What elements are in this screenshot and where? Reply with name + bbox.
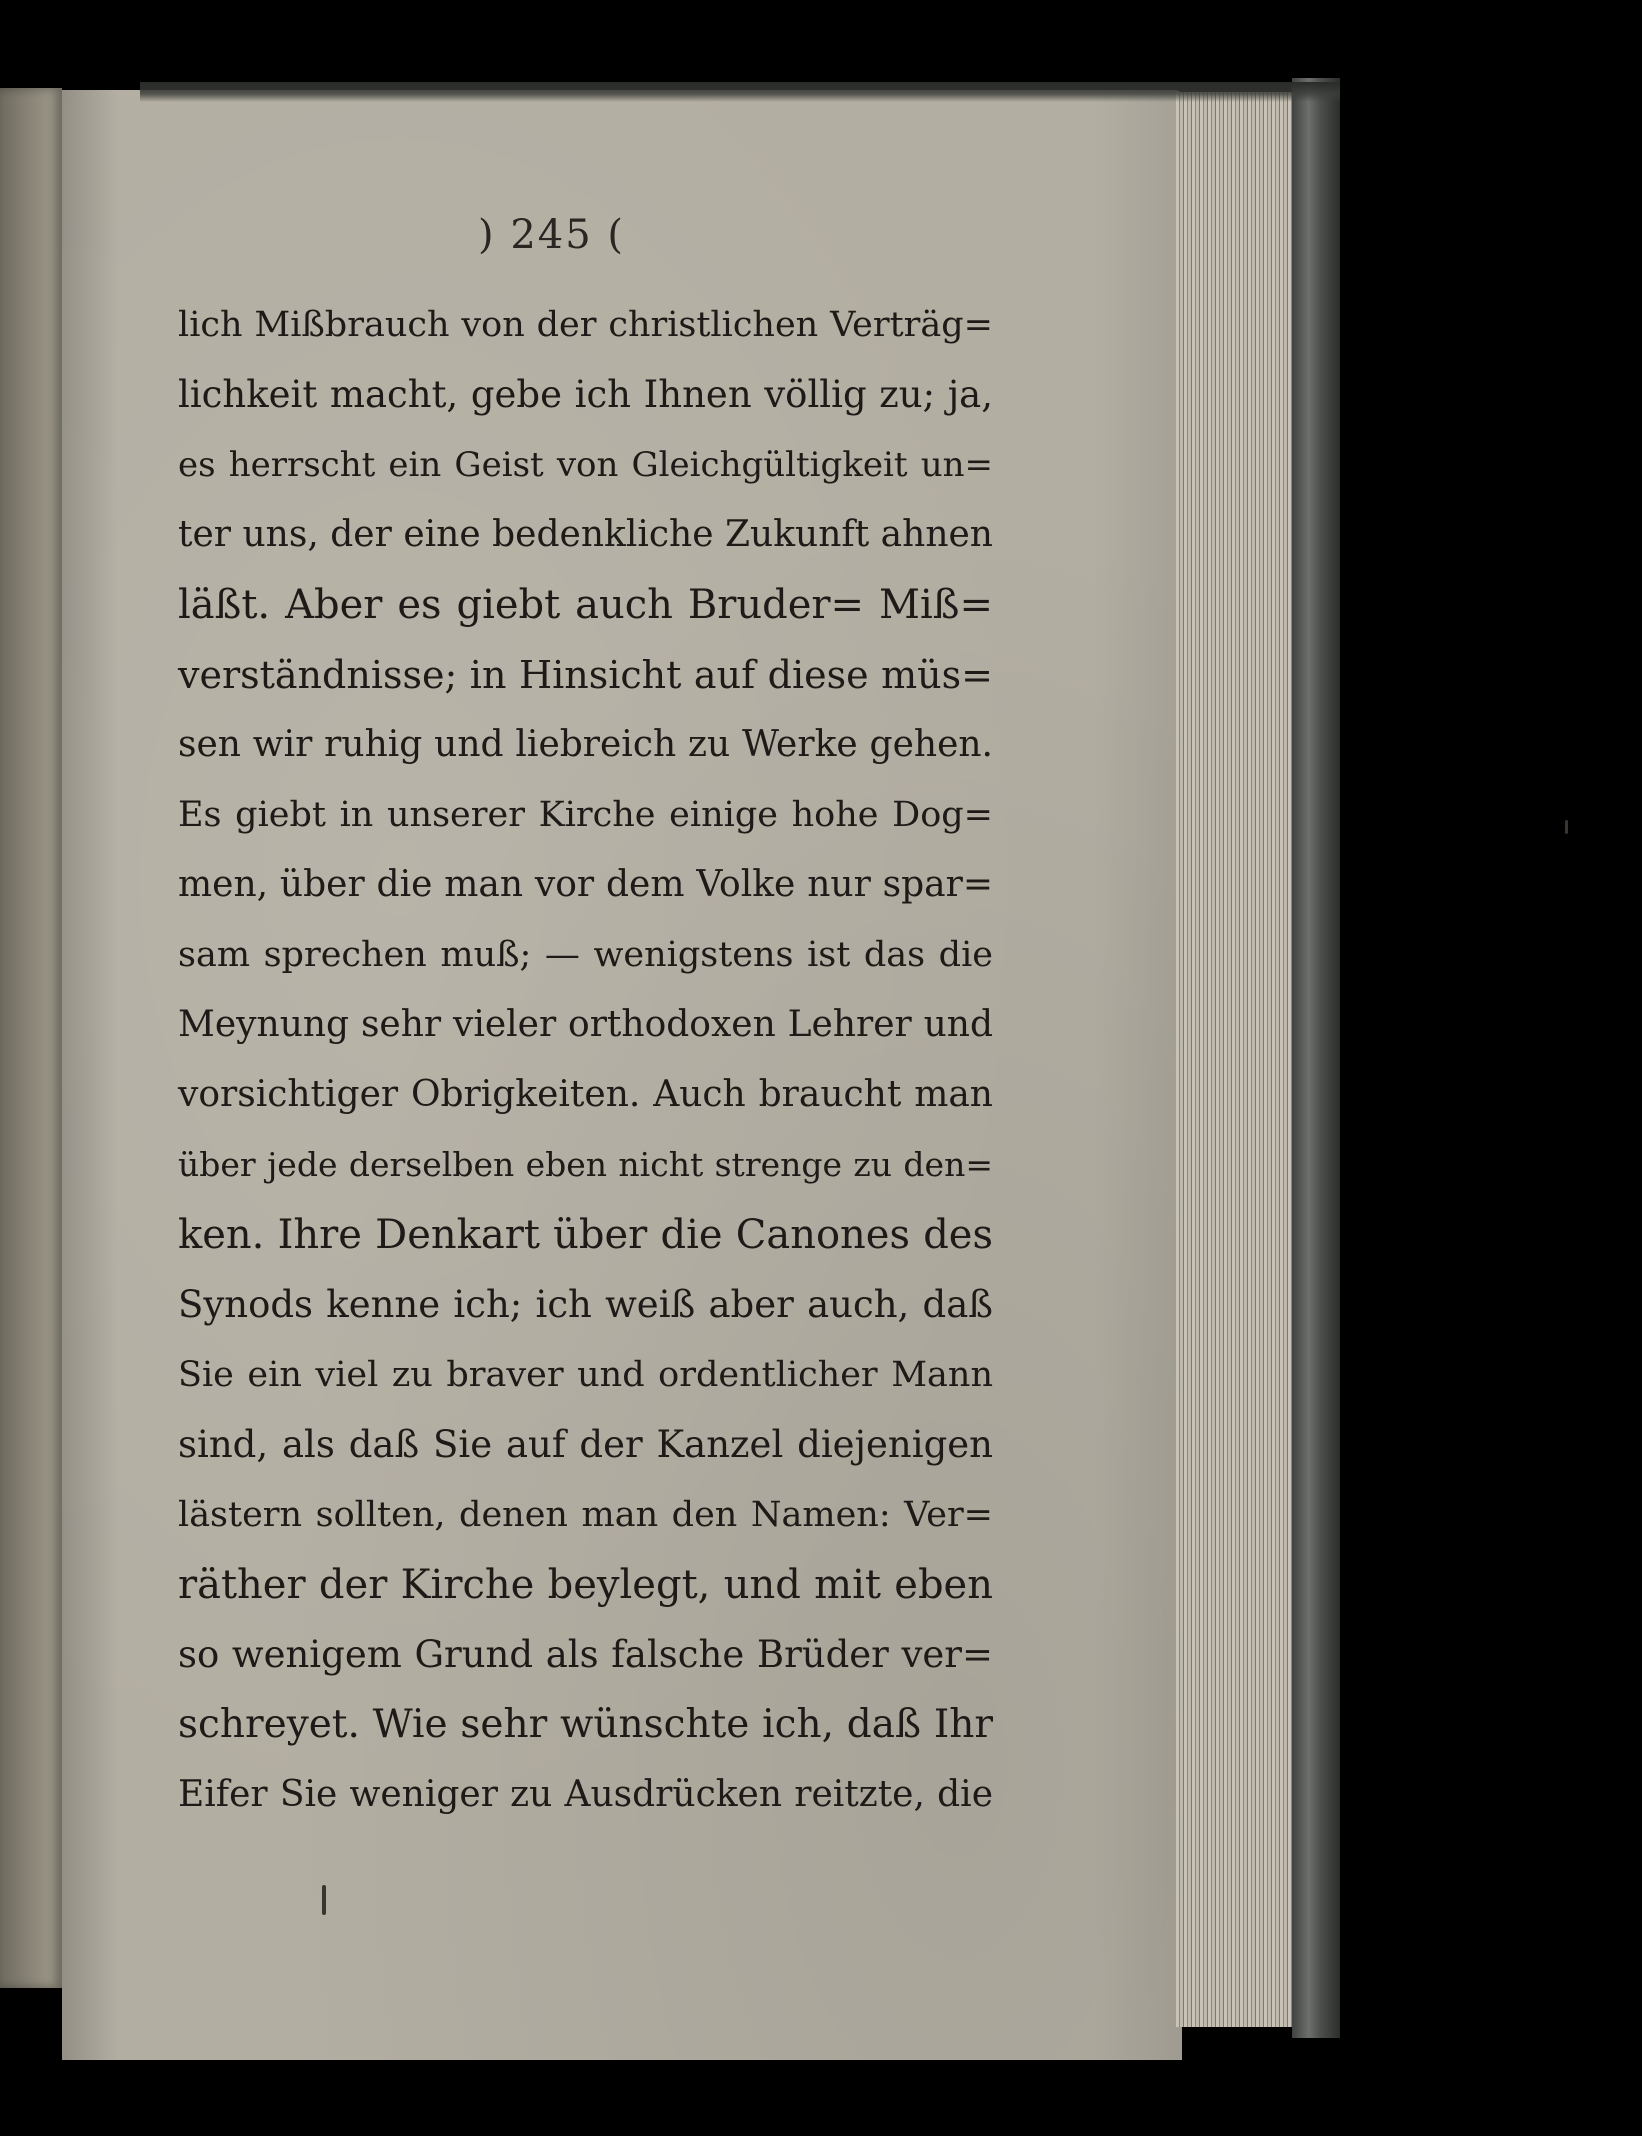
text-line: Eifer Sie weniger zu Ausdrücken reitzte, die [178, 1774, 993, 1815]
text-line: sen wir ruhig und liebreich zu Werke gehen. [178, 724, 993, 765]
text-line: sam sprechen muß; — wenigstens ist das die [178, 935, 993, 975]
text-line: sind, als daß Sie auf der Kanzel diejenigen [178, 1423, 993, 1466]
text-line: Sie ein viel zu braver und ordentlicher Mann [178, 1355, 993, 1395]
text-line: Es giebt in unserer Kirche einige hohe Dog= [178, 795, 993, 835]
text-line: ter uns, der eine bedenkliche Zukunft ahnen [178, 514, 993, 555]
text-line: men, über die man vor dem Volke nur spar= [178, 864, 993, 905]
book-cover-edge [1292, 78, 1340, 2038]
paper-speck [322, 1885, 326, 1915]
text-line: Synods kenne ich; ich weiß aber auch, daß [178, 1283, 993, 1326]
text-line: es herrscht ein Geist von Gleichgültigkeit un= [178, 445, 993, 485]
text-line: verständnisse; in Hinsicht auf diese müs= [178, 653, 993, 697]
stacked-page-edges [1176, 92, 1296, 2027]
background-speck [1565, 820, 1568, 834]
text-line: so wenigem Grund als falsche Brüder ver= [178, 1633, 993, 1676]
text-line: Meynung sehr vieler orthodoxen Lehrer und [178, 1004, 993, 1045]
text-line: ken. Ihre Denkart über die Canones des [178, 1212, 993, 1258]
text-line: vorsichtiger Obrigkeiten. Auch braucht man [178, 1074, 993, 1115]
text-line: lichkeit macht, gebe ich Ihnen völlig zu; ja, [178, 373, 993, 416]
top-shadow [140, 82, 1340, 102]
text-line: über jede derselben eben nicht strenge zu den= [178, 1145, 993, 1184]
text-line: läßt. Aber es giebt auch Bruder= Miß= [178, 582, 993, 628]
text-line: räther der Kirche beylegt, und mit eben [178, 1562, 993, 1608]
page-number: ) 245 ( [478, 212, 625, 258]
previous-page-edge [0, 88, 62, 1988]
text-line: lich Mißbrauch von der christlichen Verträg= [178, 305, 993, 345]
text-line: schreyet. Wie sehr wünschte ich, daß Ihr [178, 1702, 993, 1747]
text-line: lästern sollten, denen man den Namen: Ver= [178, 1495, 993, 1535]
